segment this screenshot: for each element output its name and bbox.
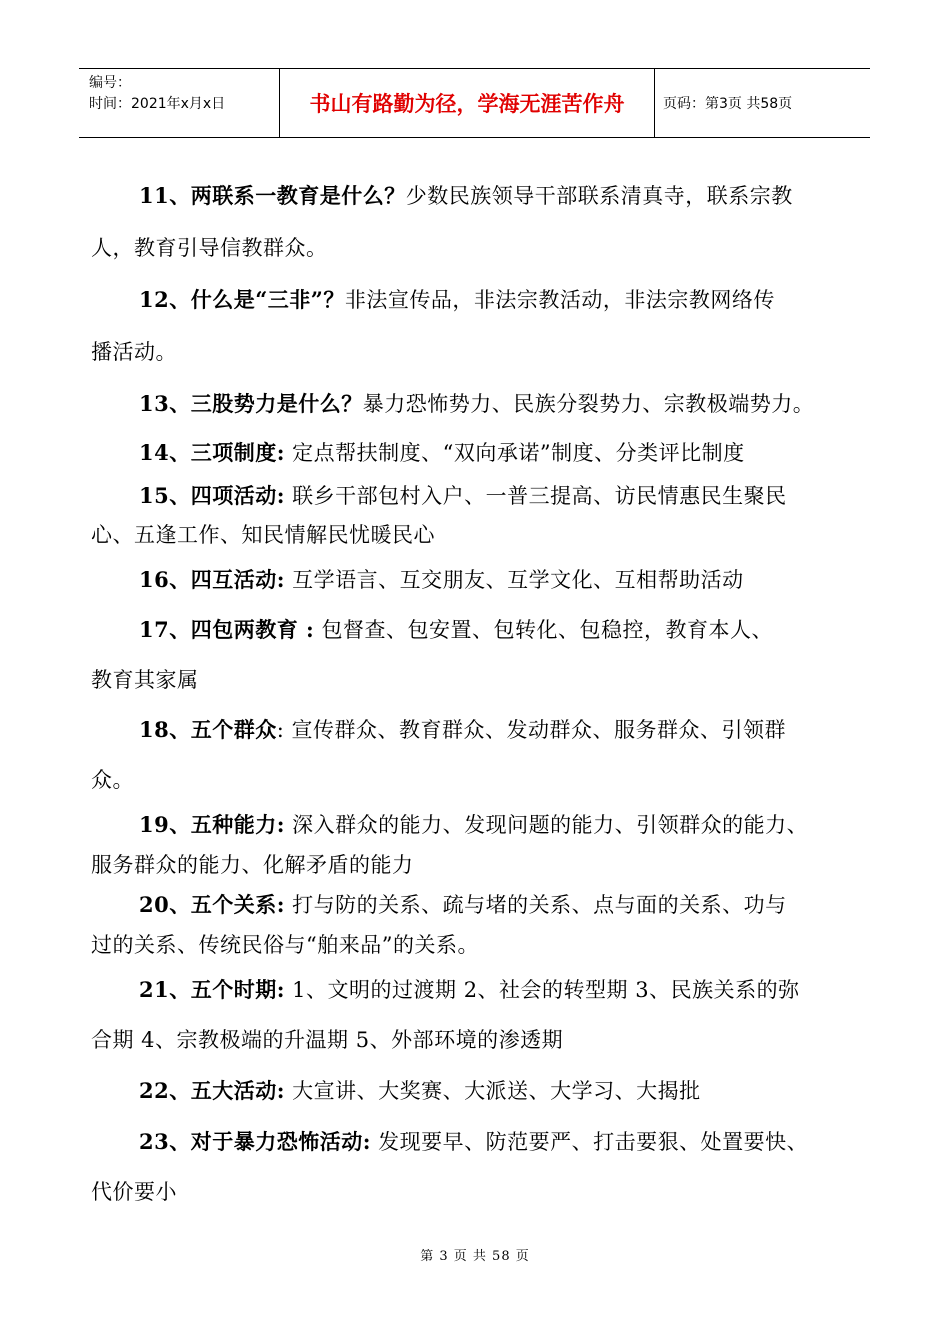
list-item — [91, 555, 869, 605]
list-item — [91, 430, 869, 476]
list-item — [91, 805, 869, 885]
item-text-continued: 合期 4、宗教极端的升温期 5、外部环境的渗透期 — [91, 1028, 564, 1052]
item-heading: 22、五大活动: — [139, 1078, 285, 1103]
item-text-continued: 服务群众的能力、化解矛盾的能力 — [91, 853, 414, 877]
item-text: 包督查、包安置、包转化、包稳控，教育本人、 — [314, 618, 773, 642]
item-heading: 14、三项制度: — [139, 440, 285, 465]
list-item — [91, 1065, 869, 1117]
item-text: 互学语言、互交朋友、互学文化、互相帮助活动 — [284, 568, 744, 592]
header-motto: 书山有路勤为径，学海无涯苦作舟 — [280, 69, 655, 137]
item-text: 深入群众的能力、发现问题的能力、引领群众的能力、 — [284, 813, 809, 837]
item-text-continued: 播活动。 — [91, 340, 177, 364]
item-heading: 17、四包两教育 : — [139, 617, 315, 642]
item-text-continued: 代价要小 — [91, 1180, 177, 1204]
item-text: 非法宣传品，非法宗教活动，非法宗教网络传 — [344, 288, 775, 312]
item-text: 联乡干部包村入户、一普三提高、访民情惠民生聚民 — [284, 484, 787, 508]
item-text: 打与防的关系、疏与堵的关系、点与面的关系、功与 — [284, 893, 787, 917]
item-heading: 11、两联系一教育是什么？ — [139, 183, 406, 208]
item-text-continued: 心、五逢工作、知民情解民忧暖民心 — [91, 523, 435, 547]
item-heading: 15、四项活动: — [139, 483, 285, 508]
item-text: 少数民族领导干部联系清真寺，联系宗教 — [405, 184, 793, 208]
list-item — [91, 476, 869, 555]
item-text-continued: 人，教育引导信教群众。 — [91, 236, 328, 260]
item-heading: 12、什么是“三非”？ — [139, 287, 345, 312]
list-item — [91, 965, 869, 1065]
item-text: 发现要早、防范要严、打击要狠、处置要快、 — [370, 1130, 809, 1154]
item-heading: 18、五个群众 — [139, 717, 277, 742]
item-heading: 19、五种能力: — [139, 812, 285, 837]
item-text: 1、文明的过渡期 2、社会的转型期 3、民族关系的弥 — [284, 978, 800, 1002]
item-text-continued: 教育其家属 — [91, 668, 199, 692]
document-number-label: 编号： — [89, 75, 131, 91]
item-text-continued: 众。 — [91, 768, 134, 792]
item-heading: 23、对于暴力恐怖活动: — [139, 1129, 371, 1154]
list-item — [91, 170, 869, 274]
item-text: 定点帮扶制度、“双向承诺”制度、分类评比制度 — [284, 441, 745, 465]
document-body — [91, 170, 869, 1217]
item-heading: 16、四互活动: — [139, 567, 285, 592]
item-text: 暴力恐怖势力、民族分裂势力、宗教极端势力。 — [362, 392, 815, 416]
header-page-number: 页码：第3页 共58页 — [663, 96, 793, 112]
document-date: 时间：2021年x月x日 — [89, 96, 226, 112]
item-text: : 宣传群众、教育群众、发动群众、服务群众、引领群 — [276, 718, 786, 742]
list-item — [91, 1117, 869, 1217]
item-text-continued: 过的关系、传统民俗与“舶来品”的关系。 — [91, 933, 479, 957]
page-header — [79, 68, 870, 138]
list-item — [91, 378, 869, 430]
list-item — [91, 705, 869, 805]
page-footer: 第 3 页 共 58 页 — [420, 1249, 530, 1264]
list-item — [91, 605, 869, 705]
item-heading: 21、五个时期: — [139, 977, 285, 1002]
item-text: 大宣讲、大奖赛、大派送、大学习、大揭批 — [284, 1079, 701, 1103]
header-meta — [79, 69, 280, 137]
list-item — [91, 274, 869, 378]
list-item — [91, 885, 869, 965]
item-heading: 13、三股势力是什么？ — [139, 391, 363, 416]
item-heading: 20、五个关系: — [139, 892, 285, 917]
